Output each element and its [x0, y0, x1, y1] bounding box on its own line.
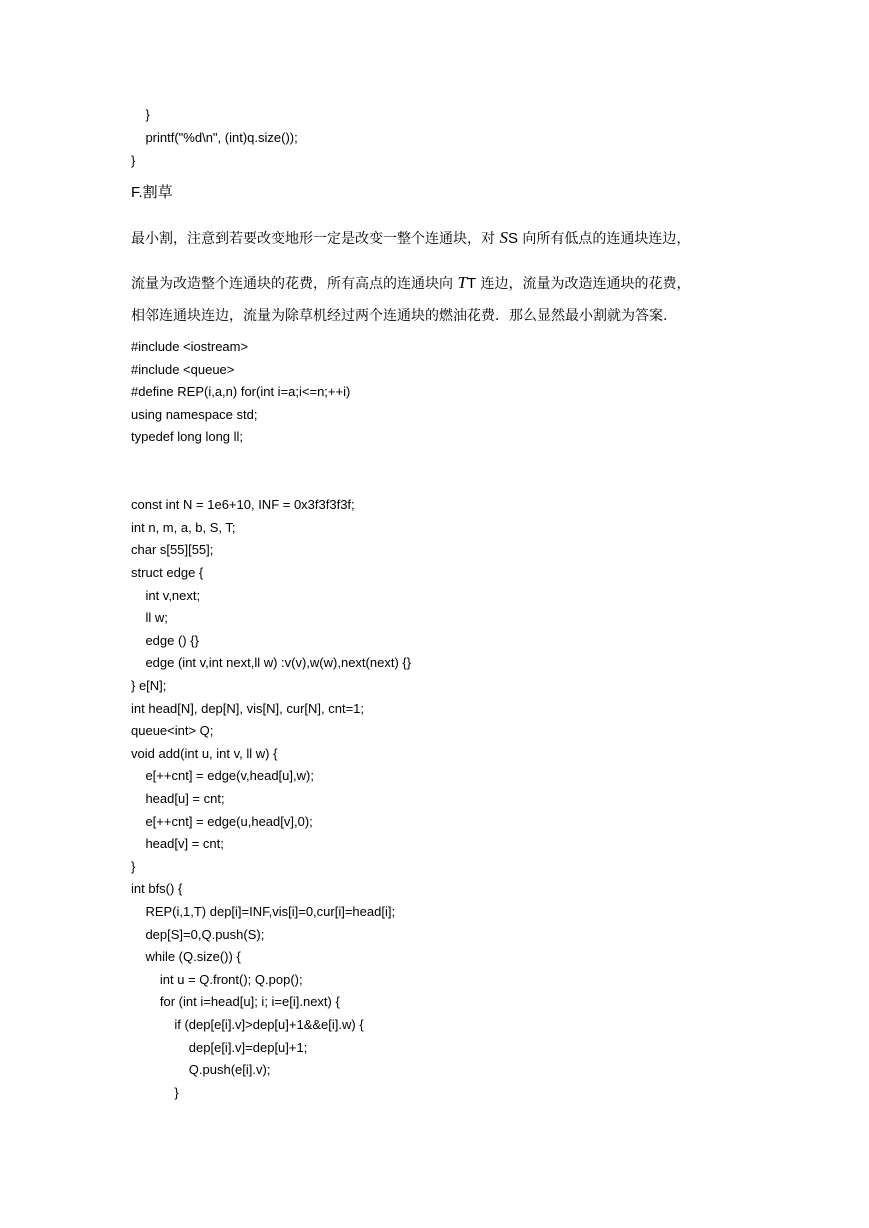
code-line: dep[e[i].v]=dep[u]+1; [131, 1039, 308, 1055]
code-line: int head[N], dep[N], vis[N], cur[N], cnt=1; [131, 700, 365, 716]
code-line: Q.push(e[i].v); [131, 1062, 271, 1078]
math-symbol: S [499, 228, 508, 247]
math-symbol: T [466, 275, 477, 292]
code-line: typedef long long ll; [131, 429, 244, 445]
code-line: ll w; [131, 610, 168, 626]
paragraph-text: 最小割，注意到若要改变地形一定是改变一整个连通块，对 [131, 231, 500, 247]
code-line: int v,next; [131, 587, 201, 603]
paragraph-text: 向所有低点的连通块连边， [517, 231, 691, 247]
paragraph-text: 流量为改造整个连通块的花费，所有高点的连通块向 [131, 276, 458, 292]
code-line: } [131, 153, 136, 168]
code-line: edge () {} [131, 632, 199, 648]
code-line: e[++cnt] = edge(v,head[u],w); [131, 768, 314, 784]
code-line: while (Q.size()) { [131, 949, 241, 965]
code-line: using namespace std; [131, 406, 258, 422]
code-line: } [131, 1084, 179, 1100]
paragraph-line [131, 228, 690, 249]
code-line: queue<int> Q; [131, 723, 214, 739]
code-line: int n, m, a, b, S, T; [131, 519, 236, 535]
code-line: printf("%d\n", (int)q.size()); [131, 130, 298, 145]
paragraph-line: 相邻连通块连边，流量为除草机经过两个连通块的燃油花费．那么显然最小割就为答案. [131, 308, 668, 324]
code-line: } [131, 107, 150, 122]
code-line: edge (int v,int next,ll w) :v(v),w(w),next(next) {} [131, 655, 412, 671]
code-line: int bfs() { [131, 881, 183, 897]
code-line: for (int i=head[u]; i; i=e[i].next) { [131, 994, 340, 1010]
code-line: head[u] = cnt; [131, 791, 225, 806]
code-line: char s[55][55]; [131, 542, 214, 558]
code-line: #include <queue> [131, 361, 235, 377]
code-line: #include <iostream> [131, 339, 249, 354]
paragraph-line [131, 273, 691, 294]
code-line: head[v] = cnt; [131, 836, 224, 852]
code-line: int u = Q.front(); Q.pop(); [131, 971, 303, 987]
code-line: struct edge { [131, 565, 204, 580]
paragraph-text: 连边，流量为改造连通块的花费， [476, 276, 691, 292]
code-line: if (dep[e[i].v]>dep[u]+1&&e[i].w) { [131, 1017, 364, 1032]
code-line: const int N = 1e6+10, INF = 0x3f3f3f3f; [131, 497, 355, 513]
code-line: } e[N]; [131, 678, 167, 693]
code-line: REP(i,1,T) dep[i]=INF,vis[i]=0,cur[i]=head[i]; [131, 904, 396, 919]
code-line: } [131, 858, 136, 874]
code-line: e[++cnt] = edge(u,head[v],0); [131, 813, 313, 829]
code-line: void add(int u, int v, ll w) { [131, 745, 278, 761]
code-line: #define REP(i,a,n) for(int i=a;i<=n;++i) [131, 384, 351, 400]
math-symbol: T [457, 273, 467, 292]
code-line: dep[S]=0,Q.push(S); [131, 926, 265, 942]
math-symbol: S [507, 230, 518, 247]
section-title: F.割草 [131, 184, 173, 201]
